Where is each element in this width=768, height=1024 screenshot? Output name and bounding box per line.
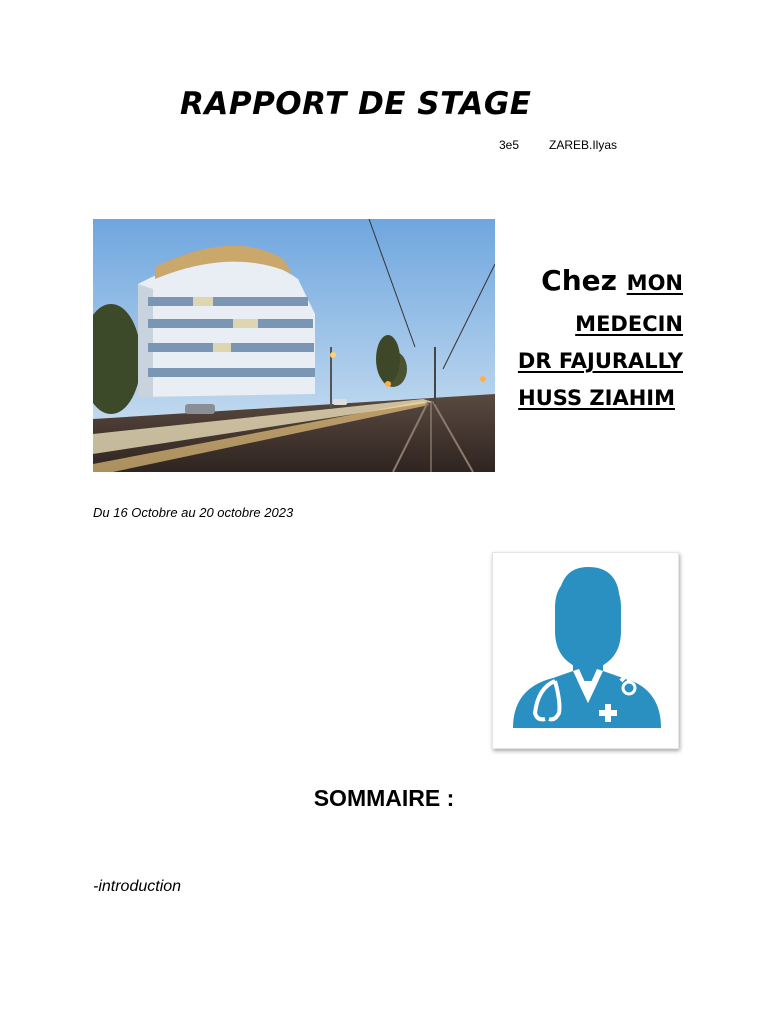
- student-name: ZAREB.Ilyas: [549, 138, 618, 152]
- report-title: RAPPORT DE STAGE: [180, 86, 532, 122]
- host-prefix: Chez: [541, 264, 617, 297]
- host-line-chez: [541, 264, 683, 297]
- doctor-icon: [492, 552, 679, 749]
- summary-item-introduction: -introduction: [93, 878, 182, 895]
- host-line-mon: MON: [626, 271, 683, 295]
- host-line-medecin: MEDECIN: [575, 312, 683, 336]
- summary-heading: SOMMAIRE :: [313, 785, 455, 811]
- internship-dates: Du 16 Octobre au 20 octobre 2023: [93, 505, 294, 520]
- building-photo: [93, 219, 495, 472]
- class-code: 3e5: [499, 138, 520, 152]
- host-line-doctor-name: DR FAJURALLY: [517, 349, 683, 373]
- host-line-doctor-surname: HUSS ZIAHIM: [518, 386, 675, 410]
